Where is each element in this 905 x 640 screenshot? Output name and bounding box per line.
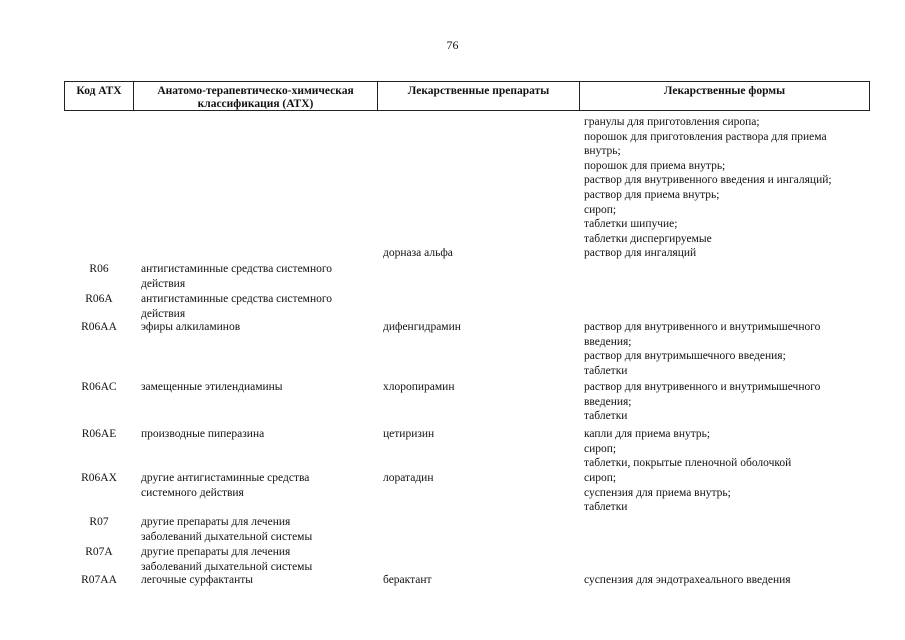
classification-line: эфиры алкиламинов [141,321,241,333]
dosage-form-line: таблетки [584,364,628,377]
classification-line: замещенные этилендиамины [141,381,283,393]
dosage-form-line: раствор для внутривенного и внутримышечного [584,321,821,333]
classification-line: действия [141,307,186,320]
dosage-form-line: введения; [584,395,632,408]
atc-classification [141,292,373,321]
dosage-forms [584,471,884,515]
classification-line: другие препараты для лечения [141,516,291,528]
table-header [64,81,870,111]
atc-classification [141,573,373,588]
atc-code: R07AA [81,574,117,586]
dosage-form-line: таблетки, покрытые пленочной оболочкой [584,457,792,470]
dosage-form-line: введения; [584,335,632,348]
atc-code: R06A [85,293,113,305]
dosage-form-line: внутрь; [584,145,621,158]
drug-name: берактант [383,574,432,586]
classification-line: легочные сурфактанты [141,574,253,586]
atc-code: R07 [89,516,109,528]
atc-classification [141,427,373,442]
classification-line: действия [141,277,186,290]
header-drugs: Лекарственные препараты [377,82,579,110]
drug-name: лоратадин [383,472,434,484]
drug-name: дорназа альфа [383,247,453,259]
dosage-form-line: таблетки шипучие; [584,218,678,231]
classification-line: производные пиперазина [141,428,265,440]
dosage-form-line: таблетки диспергируемые [584,232,712,245]
header-classification: Анатомо-терапевтическо-химическая классификация (АТХ) [133,82,377,110]
classification-line: антигистаминные средства системного [141,293,333,305]
dosage-form-line: суспензия для эндотрахеального введения [584,574,791,586]
dosage-forms [584,573,884,588]
dosage-form-line: капли для приема внутрь; [584,428,711,440]
dosage-forms [584,115,884,246]
dosage-form-line: суспензия для приема внутрь; [584,486,731,499]
dosage-form-line: раствор для внутривенного введения и ингаляций; [584,174,832,187]
dosage-form-line: таблетки [584,410,628,423]
atc-classification [141,545,373,574]
dosage-form-line: раствор для внутривенного и внутримышечного [584,381,821,393]
atc-classification [141,320,373,335]
dosage-form-line: гранулы для приготовления сиропа; [584,116,760,128]
dosage-form-line: сироп; [584,472,617,484]
atc-code: R07A [85,546,113,558]
dosage-forms [584,246,884,261]
classification-line: системного действия [141,486,244,499]
classification-line: заболеваний дыхательной системы [141,530,313,543]
dosage-form-line: порошок для приема внутрь; [584,159,726,172]
atc-classification [141,262,373,291]
dosage-form-line: раствор для ингаляций [584,247,697,259]
header-code: Код АТХ [76,85,122,97]
atc-code: R06AX [81,472,117,484]
atc-classification [141,471,373,500]
atc-code: R06AC [81,381,117,393]
atc-code: R06 [89,263,109,275]
classification-line: другие антигистаминные средства [141,472,310,484]
dosage-forms [584,380,884,424]
dosage-form-line: порошок для приготовления раствора для приема [584,130,827,143]
atc-code: R06AA [81,321,117,333]
dosage-forms [584,320,884,378]
atc-classification [141,515,373,544]
dosage-form-line: раствор для приема внутрь; [584,188,720,201]
classification-line: антигистаминные средства системного [141,263,333,275]
dosage-forms [584,427,884,471]
atc-code: R06AE [81,428,117,440]
classification-line: заболеваний дыхательной системы [141,560,313,573]
dosage-form-line: таблетки [584,501,628,514]
page-number: 76 [446,38,459,52]
drug-name: цетиризин [383,428,435,440]
dosage-form-line: сироп; [584,203,617,216]
dosage-form-line: сироп; [584,442,617,455]
atc-classification [141,380,373,395]
drug-name: хлоропирамин [383,381,455,393]
drug-name: дифенгидрамин [383,321,461,333]
header-forms: Лекарственные формы [579,82,869,110]
classification-line: другие препараты для лечения [141,546,291,558]
dosage-form-line: раствор для внутримышечного введения; [584,350,786,363]
